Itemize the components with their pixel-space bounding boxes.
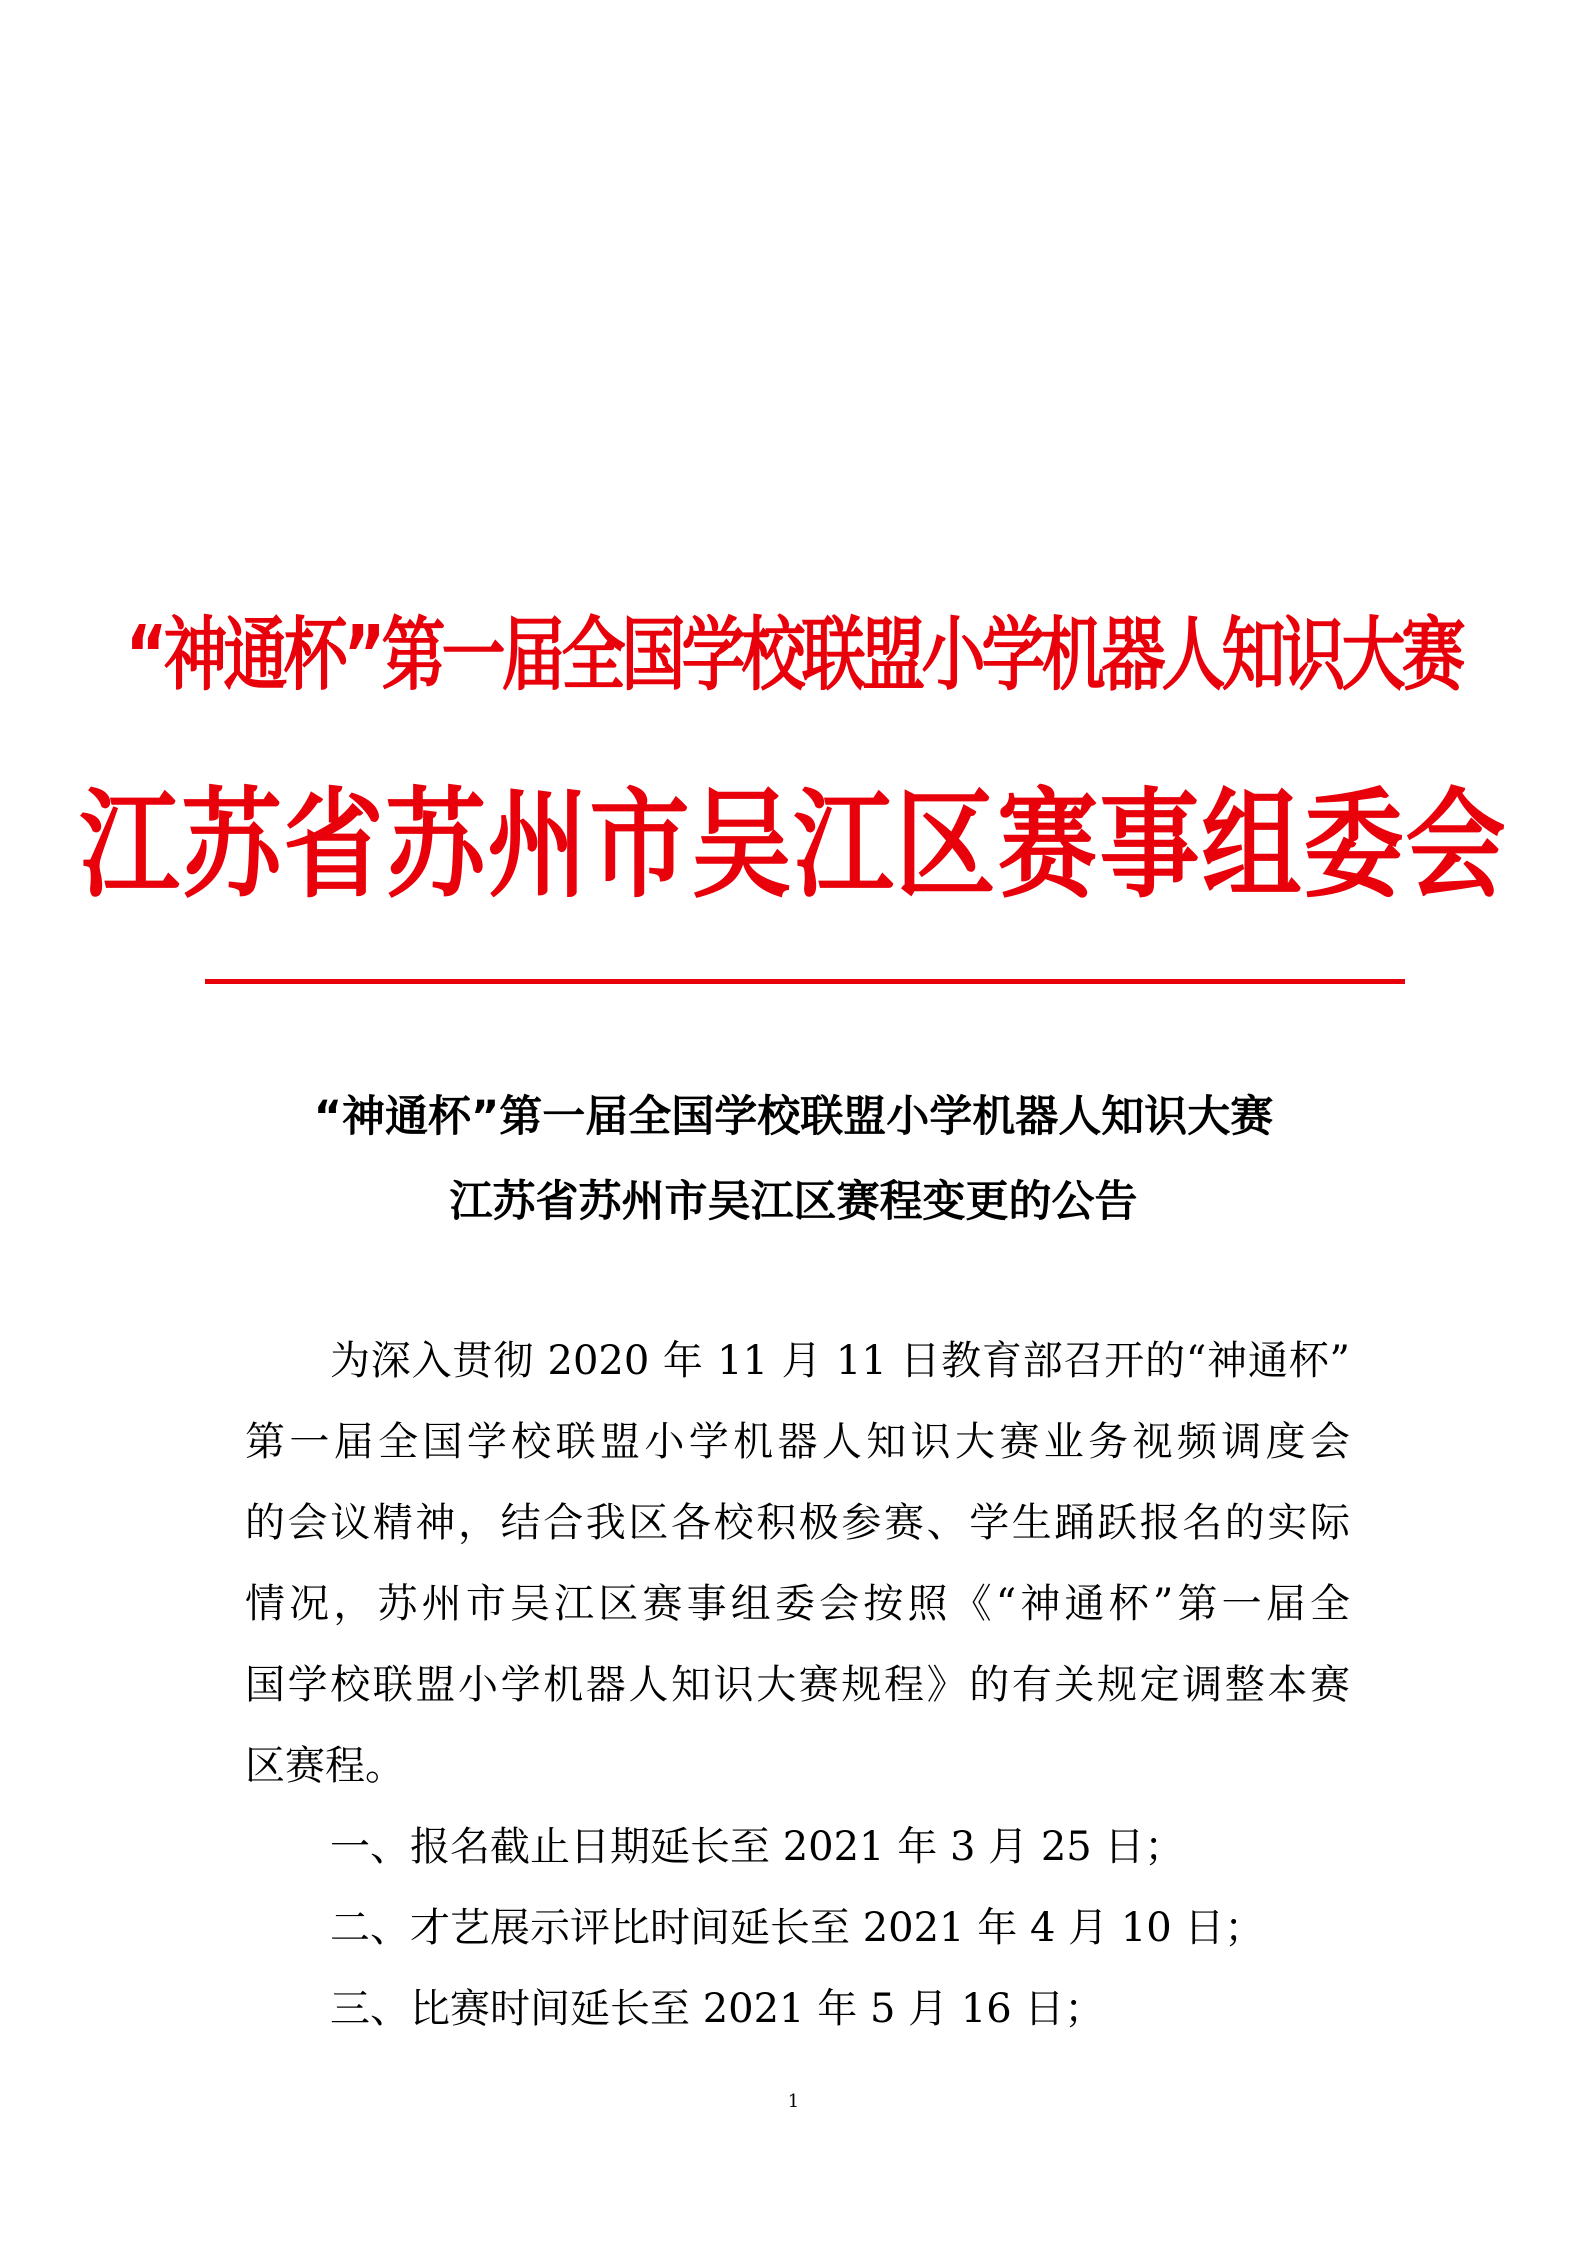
paragraph-line: 的会议精神，结合我区各校积极参赛、学生踊跃报名的实际	[245, 1500, 1350, 1546]
list-item: 二、才艺展示评比时间延长至 2021 年 4 月 10 日；	[330, 1905, 1265, 1951]
document-title-line-2: 江苏省苏州市吴江区赛程变更的公告	[449, 1177, 1138, 1227]
letterhead-line-1: “神通杯”第一届全国学校联盟小学机器人知识大赛	[125, 610, 1462, 703]
list-item: 三、比赛时间延长至 2021 年 5 月 16 日；	[330, 1986, 1105, 2032]
letterhead-line-2: 江苏省苏州市吴江区赛事组委会	[79, 776, 1508, 915]
paragraph-line: 为深入贯彻 2020 年 11 月 11 日教育部召开的“神通杯”	[330, 1338, 1350, 1384]
paragraph-line: 第一届全国学校联盟小学机器人知识大赛业务视频调度会	[245, 1419, 1350, 1465]
paragraph-line: 区赛程。	[245, 1743, 405, 1789]
page-number: 1	[787, 2091, 800, 2112]
letterhead-divider	[205, 979, 1405, 984]
list-item: 一、报名截止日期延长至 2021 年 3 月 25 日；	[330, 1824, 1185, 1870]
paragraph-line: 情况，苏州市吴江区赛事组委会按照《“神通杯”第一届全	[245, 1581, 1350, 1627]
document-title-line-1: “神通杯”第一届全国学校联盟小学机器人知识大赛	[313, 1092, 1274, 1142]
paragraph-line: 国学校联盟小学机器人知识大赛规程》的有关规定调整本赛	[245, 1662, 1350, 1708]
